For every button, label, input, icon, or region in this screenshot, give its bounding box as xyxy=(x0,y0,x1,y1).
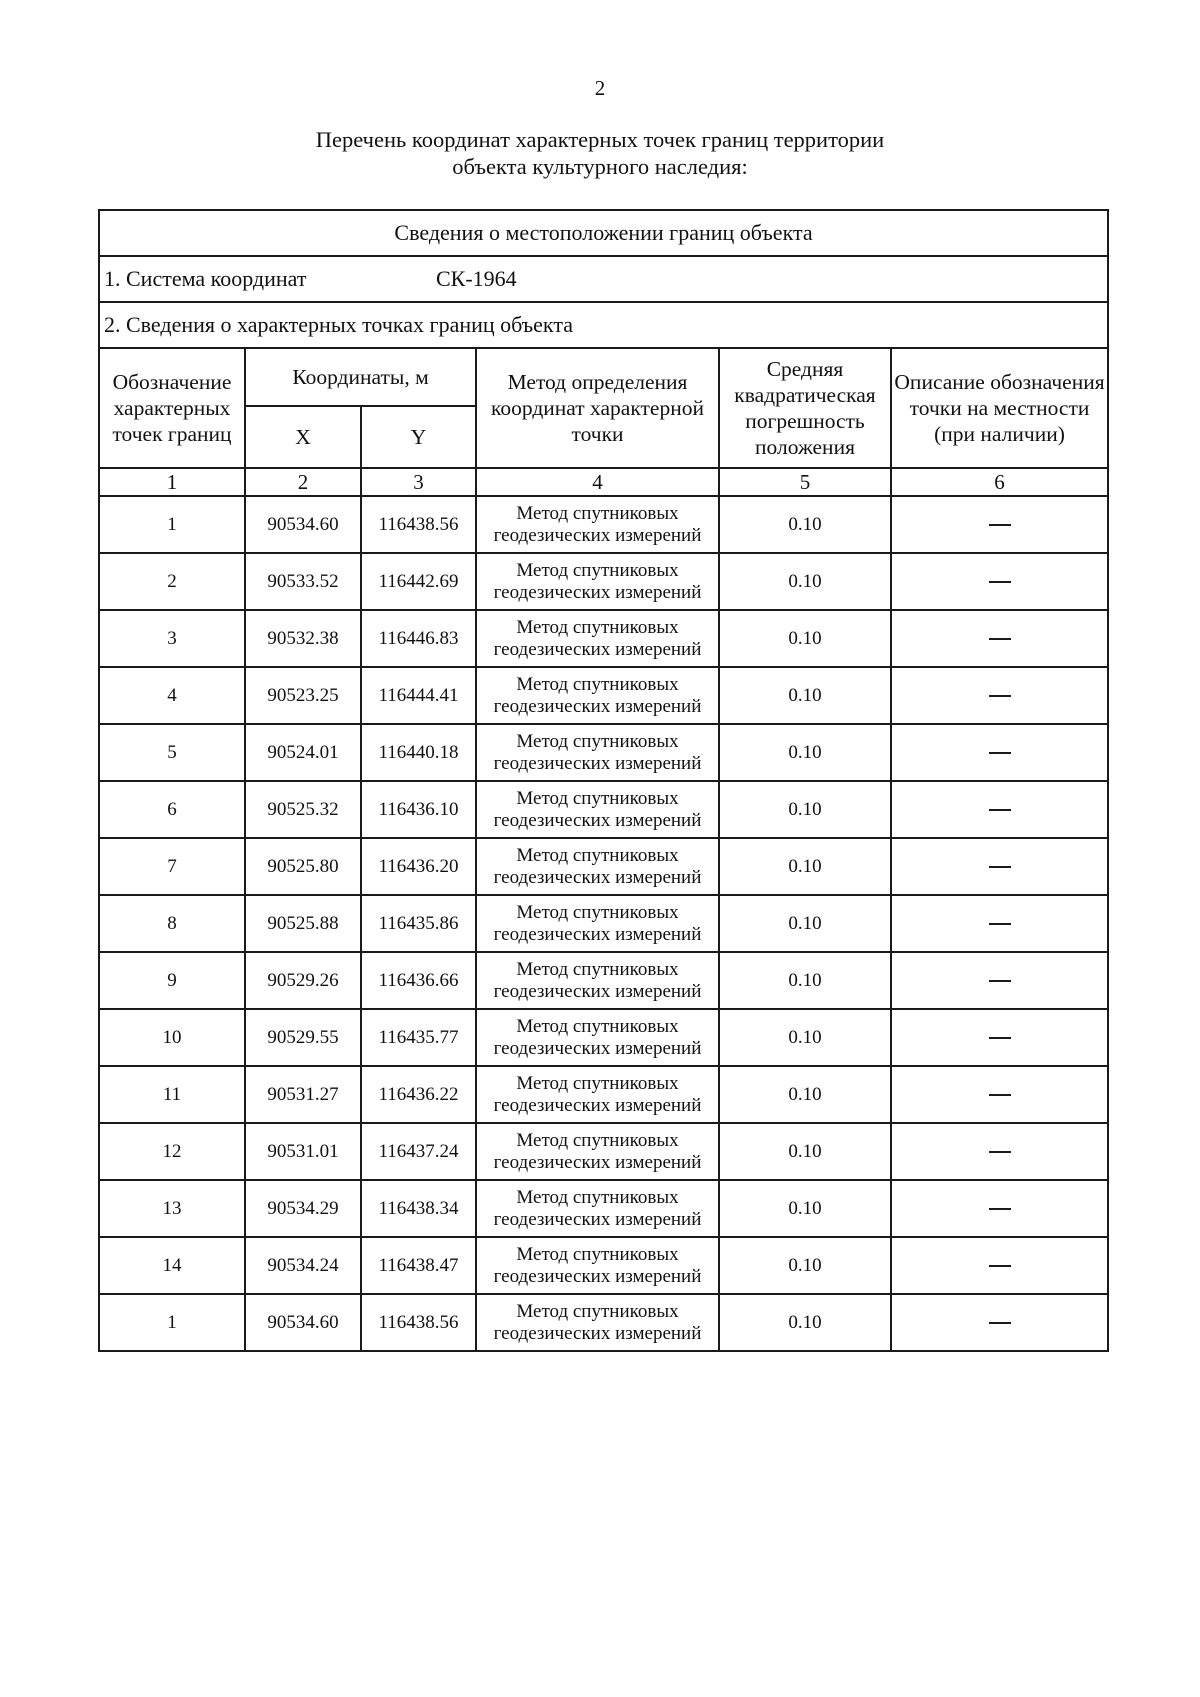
y-coordinate-cell: 116438.56 xyxy=(361,1294,476,1351)
method-cell xyxy=(476,1009,719,1066)
y-coordinate-cell: 116435.86 xyxy=(361,895,476,952)
y-coordinate-cell: 116436.66 xyxy=(361,952,476,1009)
em-dash-mark xyxy=(989,1037,1011,1039)
x-coordinate-cell: 90529.26 xyxy=(245,952,361,1009)
error-cell: 0.10 xyxy=(719,1066,891,1123)
error-cell: 0.10 xyxy=(719,1123,891,1180)
method-cell xyxy=(476,895,719,952)
x-coordinate-cell: 90529.55 xyxy=(245,1009,361,1066)
error-cell: 0.10 xyxy=(719,553,891,610)
y-coordinate-cell: 116435.77 xyxy=(361,1009,476,1066)
method-line-2: геодезических измерений xyxy=(493,866,702,888)
error-cell: 0.10 xyxy=(719,1294,891,1351)
column-number: 2 xyxy=(245,468,361,496)
error-cell: 0.10 xyxy=(719,1180,891,1237)
method-line-2: геодезических измерений xyxy=(493,809,702,831)
description-cell xyxy=(891,952,1108,1009)
coordinate-system-value: СК-1964 xyxy=(436,266,517,291)
description-cell xyxy=(891,496,1108,553)
method-line-2: геодезических измерений xyxy=(493,581,702,603)
point-number-cell: 2 xyxy=(99,553,245,610)
method-cell xyxy=(476,952,719,1009)
error-cell: 0.10 xyxy=(719,781,891,838)
table-row xyxy=(99,553,1108,610)
y-coordinate-cell: 116436.10 xyxy=(361,781,476,838)
method-line-1: Метод спутниковых xyxy=(516,901,679,923)
point-number-cell: 12 xyxy=(99,1123,245,1180)
point-number-cell: 6 xyxy=(99,781,245,838)
error-cell: 0.10 xyxy=(719,1009,891,1066)
point-number-cell: 9 xyxy=(99,952,245,1009)
table-row xyxy=(99,838,1108,895)
em-dash-mark xyxy=(989,866,1011,868)
y-coordinate-cell: 116446.83 xyxy=(361,610,476,667)
method-line-1: Метод спутниковых xyxy=(516,1015,679,1037)
method-line-1: Метод спутниковых xyxy=(516,730,679,752)
method-line-1: Метод спутниковых xyxy=(516,1300,679,1322)
document-title-line-1: Перечень координат характерных точек границ территории xyxy=(315,127,885,152)
description-cell xyxy=(891,1009,1108,1066)
table-row xyxy=(99,1066,1108,1123)
point-number-cell: 13 xyxy=(99,1180,245,1237)
point-number-cell: 1 xyxy=(99,496,245,553)
error-cell: 0.10 xyxy=(719,610,891,667)
y-coordinate-cell: 116437.24 xyxy=(361,1123,476,1180)
method-line-2: геодезических измерений xyxy=(493,695,702,717)
error-cell: 0.10 xyxy=(719,952,891,1009)
table-row xyxy=(99,781,1108,838)
method-line-1: Метод спутниковых xyxy=(516,1129,679,1151)
x-coordinate-cell: 90531.27 xyxy=(245,1066,361,1123)
method-line-1: Метод спутниковых xyxy=(516,616,679,638)
description-cell xyxy=(891,610,1108,667)
point-number-cell: 10 xyxy=(99,1009,245,1066)
point-number-cell: 1 xyxy=(99,1294,245,1351)
points-section-label: 2. Сведения о характерных точках границ объекта xyxy=(99,302,1108,348)
method-cell xyxy=(476,1180,719,1237)
page-number: 2 xyxy=(594,76,606,100)
header-x: X xyxy=(245,406,361,468)
description-cell xyxy=(891,781,1108,838)
method-line-2: геодезических измерений xyxy=(493,1094,702,1116)
coordinates-table xyxy=(98,209,1109,1352)
table-row xyxy=(99,610,1108,667)
y-coordinate-cell: 116438.34 xyxy=(361,1180,476,1237)
y-coordinate-cell: 116436.20 xyxy=(361,838,476,895)
table-row xyxy=(99,1123,1108,1180)
em-dash-mark xyxy=(989,581,1011,583)
em-dash-mark xyxy=(989,1094,1011,1096)
table-row xyxy=(99,1009,1108,1066)
table-row xyxy=(99,952,1108,1009)
method-line-1: Метод спутниковых xyxy=(516,1072,679,1094)
em-dash-mark xyxy=(989,809,1011,811)
method-line-2: геодезических измерений xyxy=(493,923,702,945)
description-cell xyxy=(891,667,1108,724)
method-cell xyxy=(476,1123,719,1180)
column-number: 4 xyxy=(476,468,719,496)
method-cell xyxy=(476,667,719,724)
method-line-1: Метод спутниковых xyxy=(516,787,679,809)
table-row xyxy=(99,1237,1108,1294)
description-cell xyxy=(891,1066,1108,1123)
em-dash-mark xyxy=(989,695,1011,697)
description-cell xyxy=(891,1123,1108,1180)
method-line-1: Метод спутниковых xyxy=(516,1186,679,1208)
point-number-cell: 7 xyxy=(99,838,245,895)
error-cell: 0.10 xyxy=(719,496,891,553)
point-number-cell: 11 xyxy=(99,1066,245,1123)
method-line-1: Метод спутниковых xyxy=(516,502,679,524)
method-line-1: Метод спутниковых xyxy=(516,673,679,695)
em-dash-mark xyxy=(989,923,1011,925)
x-coordinate-cell: 90524.01 xyxy=(245,724,361,781)
y-coordinate-cell: 116444.41 xyxy=(361,667,476,724)
column-number: 5 xyxy=(719,468,891,496)
header-y: Y xyxy=(361,406,476,468)
header-designation: Обозначение характерных точек границ xyxy=(99,348,245,468)
error-cell: 0.10 xyxy=(719,895,891,952)
column-number-row xyxy=(99,468,1108,496)
x-coordinate-cell: 90533.52 xyxy=(245,553,361,610)
method-line-1: Метод спутниковых xyxy=(516,1243,679,1265)
header-coordinates: Координаты, м xyxy=(245,348,476,406)
method-line-2: геодезических измерений xyxy=(493,524,702,546)
em-dash-mark xyxy=(989,638,1011,640)
method-line-2: геодезических измерений xyxy=(493,1037,702,1059)
document-title xyxy=(0,126,1200,180)
description-cell xyxy=(891,895,1108,952)
x-coordinate-cell: 90525.88 xyxy=(245,895,361,952)
em-dash-mark xyxy=(989,524,1011,526)
method-line-2: геодезических измерений xyxy=(493,1151,702,1173)
table-row xyxy=(99,895,1108,952)
table-row xyxy=(99,724,1108,781)
em-dash-mark xyxy=(989,1265,1011,1267)
x-coordinate-cell: 90523.25 xyxy=(245,667,361,724)
description-cell xyxy=(891,1180,1108,1237)
error-cell: 0.10 xyxy=(719,667,891,724)
header-error: Средняя квадратическая погрешность положения xyxy=(719,348,891,468)
table-row xyxy=(99,496,1108,553)
method-line-2: геодезических измерений xyxy=(493,752,702,774)
header-description: Описание обозначения точки на местности (при наличии) xyxy=(891,348,1108,468)
x-coordinate-cell: 90534.29 xyxy=(245,1180,361,1237)
point-number-cell: 8 xyxy=(99,895,245,952)
table-row xyxy=(99,1180,1108,1237)
description-cell xyxy=(891,838,1108,895)
method-cell xyxy=(476,724,719,781)
method-cell xyxy=(476,1294,719,1351)
y-coordinate-cell: 116442.69 xyxy=(361,553,476,610)
y-coordinate-cell: 116438.56 xyxy=(361,496,476,553)
x-coordinate-cell: 90532.38 xyxy=(245,610,361,667)
column-number: 1 xyxy=(99,468,245,496)
em-dash-mark xyxy=(989,1322,1011,1324)
em-dash-mark xyxy=(989,1208,1011,1210)
method-cell xyxy=(476,553,719,610)
coordinate-system-label: 1. Система координат xyxy=(104,266,307,291)
document-title-line-2: объекта культурного наследия: xyxy=(452,154,748,179)
method-cell xyxy=(476,781,719,838)
table-row xyxy=(99,1294,1108,1351)
x-coordinate-cell: 90534.60 xyxy=(245,496,361,553)
method-cell xyxy=(476,496,719,553)
method-cell xyxy=(476,1066,719,1123)
x-coordinate-cell: 90534.24 xyxy=(245,1237,361,1294)
method-cell xyxy=(476,838,719,895)
point-number-cell: 5 xyxy=(99,724,245,781)
x-coordinate-cell: 90525.80 xyxy=(245,838,361,895)
column-number: 3 xyxy=(361,468,476,496)
error-cell: 0.10 xyxy=(719,838,891,895)
y-coordinate-cell: 116440.18 xyxy=(361,724,476,781)
method-cell xyxy=(476,1237,719,1294)
point-number-cell: 3 xyxy=(99,610,245,667)
method-line-2: геодезических измерений xyxy=(493,1208,702,1230)
method-cell xyxy=(476,610,719,667)
error-cell: 0.10 xyxy=(719,724,891,781)
em-dash-mark xyxy=(989,1151,1011,1153)
method-line-2: геодезических измерений xyxy=(493,1265,702,1287)
x-coordinate-cell: 90525.32 xyxy=(245,781,361,838)
x-coordinate-cell: 90531.01 xyxy=(245,1123,361,1180)
x-coordinate-cell: 90534.60 xyxy=(245,1294,361,1351)
description-cell xyxy=(891,553,1108,610)
y-coordinate-cell: 116436.22 xyxy=(361,1066,476,1123)
point-number-cell: 14 xyxy=(99,1237,245,1294)
y-coordinate-cell: 116438.47 xyxy=(361,1237,476,1294)
description-cell xyxy=(891,1294,1108,1351)
section-title: Сведения о местоположении границ объекта xyxy=(99,210,1108,256)
method-line-2: геодезических измерений xyxy=(493,1322,702,1344)
coordinate-system-row xyxy=(99,256,1108,302)
header-method: Метод определения координат характерной точки xyxy=(476,348,719,468)
table-row xyxy=(99,667,1108,724)
description-cell xyxy=(891,724,1108,781)
method-line-1: Метод спутниковых xyxy=(516,844,679,866)
method-line-2: геодезических измерений xyxy=(493,638,702,660)
description-cell xyxy=(891,1237,1108,1294)
method-line-1: Метод спутниковых xyxy=(516,958,679,980)
em-dash-mark xyxy=(989,752,1011,754)
point-number-cell: 4 xyxy=(99,667,245,724)
method-line-1: Метод спутниковых xyxy=(516,559,679,581)
em-dash-mark xyxy=(989,980,1011,982)
method-line-2: геодезических измерений xyxy=(493,980,702,1002)
column-number: 6 xyxy=(891,468,1108,496)
error-cell: 0.10 xyxy=(719,1237,891,1294)
